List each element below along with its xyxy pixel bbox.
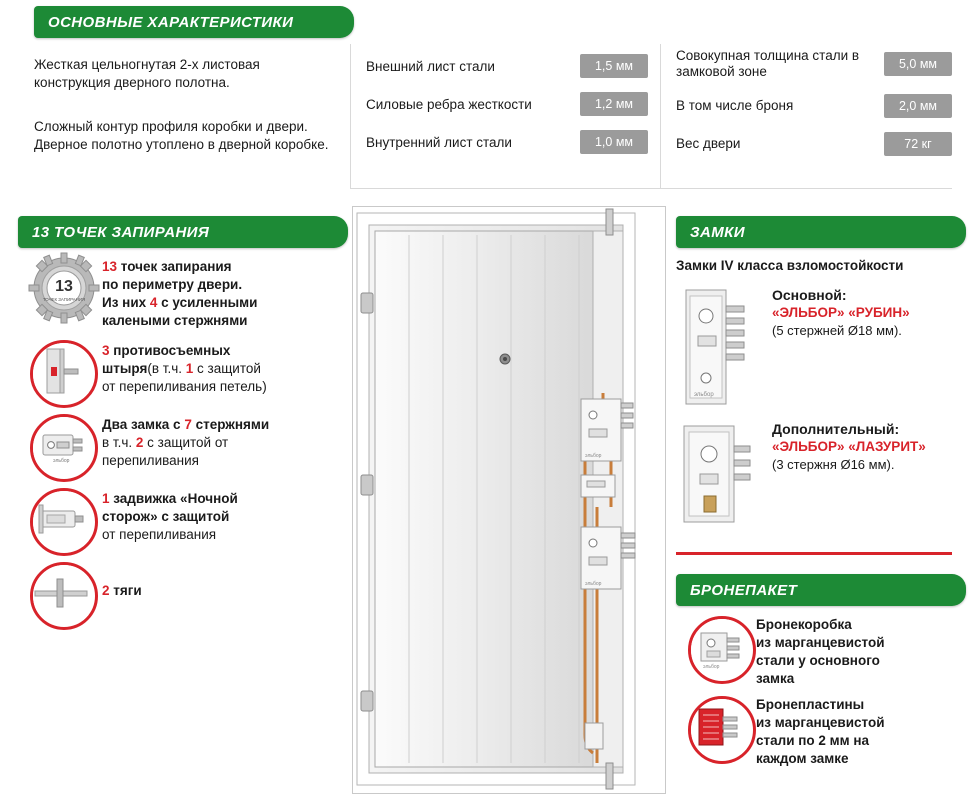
list-item [18,488,348,552]
door-cutaway-illustration [352,206,666,794]
table-row [676,94,952,118]
feature-text-part: от перепиливания [102,527,217,542]
spec-value: 2,0 мм [884,94,952,118]
spec-label: Внутренний лист стали [366,134,512,150]
divider-horizontal-1 [350,188,952,189]
svg-text:эльбор: эльбор [694,392,714,398]
rods-icon [30,562,98,630]
spec-label: Совокупная толщина стали в замковой зоне [676,48,860,79]
feature-text-part: перепиливания [102,453,199,468]
armor-item-text [756,696,952,768]
night-latch-icon [30,488,98,556]
feature-text [102,562,348,600]
header-main-characteristics-label: ОСНОВНЫЕ ХАРАКТЕРИСТИКИ [48,13,294,31]
main-lock-details: (5 стержней Ø18 мм). [772,323,902,338]
header-locks-label: ЗАМКИ [690,223,745,241]
divider-vertical-1 [350,44,351,188]
armor-text-part: стали по 2 мм на [756,733,870,748]
feature-text-part: Из них [102,295,150,310]
spec-value: 1,5 мм [580,54,648,78]
additional-lock-brand: «ЭЛЬБОР» «ЛАЗУРИТ» [772,439,926,454]
additional-lock-title: Дополнительный: [772,421,900,437]
header-locking-points [18,216,348,248]
table-row [676,132,952,156]
armor-box-icon [688,616,756,684]
table-row [366,92,648,116]
feature-text-part: по периметру двери. [102,277,243,292]
svg-text:эльбор: эльбор [53,458,70,464]
feature-number: 2 [102,583,110,598]
feature-number: 1 [185,361,194,376]
armor-text-part: стали у основного [756,653,880,668]
feature-text-part: с защитой [193,361,261,376]
feature-number: 7 [184,417,192,432]
header-main-characteristics [34,6,354,38]
feature-number: 13 [102,259,118,274]
spec-value: 5,0 мм [884,52,952,76]
feature-text-part: точек запирания [117,259,232,274]
locking-points-feature-list [18,256,348,638]
feature-text [102,414,348,470]
anti-removal-pin-icon [30,340,98,408]
armor-text-part: каждом замке [756,751,849,766]
header-armor-package [676,574,966,606]
armor-item-text [756,616,952,688]
feature-text-part: (в т.ч. [147,361,186,376]
header-locking-points-label: 13 ТОЧЕК ЗАПИРАНИЯ [32,223,210,241]
armor-plate-icon [688,696,756,764]
svg-text:13: 13 [55,278,73,295]
gear-13-icon [28,252,100,324]
additional-lock-icon [676,420,754,531]
spec-value: 1,2 мм [580,92,648,116]
spec-value: 1,0 мм [580,130,648,154]
list-item [18,414,348,478]
intro-paragraph-2: Сложный контур профиля коробки и двери. Дверное полотно утоплено в дверной коробке. [34,119,329,152]
main-lock-icon [676,286,754,411]
armor-text-part: замка [756,671,795,686]
feature-text-part: задвижка «Ночной [109,491,238,506]
table-row [676,48,952,80]
locks-class-caption: Замки IV класса взломостойкости [676,258,904,273]
list-item [18,256,348,330]
spec-value: 72 кг [884,132,952,156]
feature-text-part: с усиленными [157,295,258,310]
feature-text-part: противосъемных [109,343,231,358]
feature-text-part: в т.ч. [102,435,136,450]
feature-text-part: с защитой от [143,435,229,450]
spec-label: Вес двери [676,136,741,151]
svg-text:эльбор: эльбор [703,664,720,670]
feature-text-part: от перепиливания петель) [102,379,267,394]
spec-label: Силовые ребра жесткости [366,96,532,112]
feature-text [102,256,348,330]
spec-label: В том числе броня [676,98,794,113]
header-armor-package-label: БРОНЕПАКЕТ [690,581,798,599]
main-lock-block [676,286,952,398]
armor-text-part: из марганцевистой [756,635,885,650]
table-row [366,54,648,78]
feature-text [102,488,348,544]
feature-text-part: калеными стержнями [102,313,248,328]
list-item [676,696,952,768]
divider-red-line [676,552,952,555]
list-item [18,562,348,628]
feature-number: 3 [102,343,110,358]
list-item [18,340,348,404]
two-locks-icon [30,414,98,482]
additional-lock-details: (3 стержня Ø16 мм). [772,457,895,472]
list-item [676,616,952,688]
svg-text:ТОЧЕК ЗАПИРАНИЯ: ТОЧЕК ЗАПИРАНИЯ [42,297,86,302]
feature-text-part: сторож» с защитой [102,509,230,524]
main-lock-brand: «ЭЛЬБОР» «РУБИН» [772,305,910,320]
svg-text:эльбор: эльбор [585,581,602,587]
svg-text:эльбор: эльбор [585,453,602,459]
intro-paragraph-1: Жесткая цельногнутая 2-х листовая конструкция дверного полотна. [34,57,260,90]
specs-table-left [366,54,648,168]
feature-text [102,340,348,396]
armor-text-part: из марганцевистой [756,715,885,730]
feature-number: 4 [149,295,158,310]
main-lock-title: Основной: [772,287,847,303]
header-locks [676,216,966,248]
specs-table-right [676,48,952,170]
feature-number: 1 [102,491,110,506]
feature-text-part: штыря [102,361,148,376]
spec-label: Внешний лист стали [366,58,495,74]
armor-text-part: Бронекоробка [756,617,852,632]
table-row [366,130,648,154]
armor-package-list [676,616,952,776]
feature-text-part: стержнями [191,417,270,432]
armor-text-part: Бронепластины [756,697,865,712]
feature-text-part: тяги [109,583,142,598]
feature-number: 2 [135,435,144,450]
feature-text-part: Два замка с [102,417,185,432]
additional-lock-block [676,420,952,474]
divider-vertical-2 [660,44,661,188]
